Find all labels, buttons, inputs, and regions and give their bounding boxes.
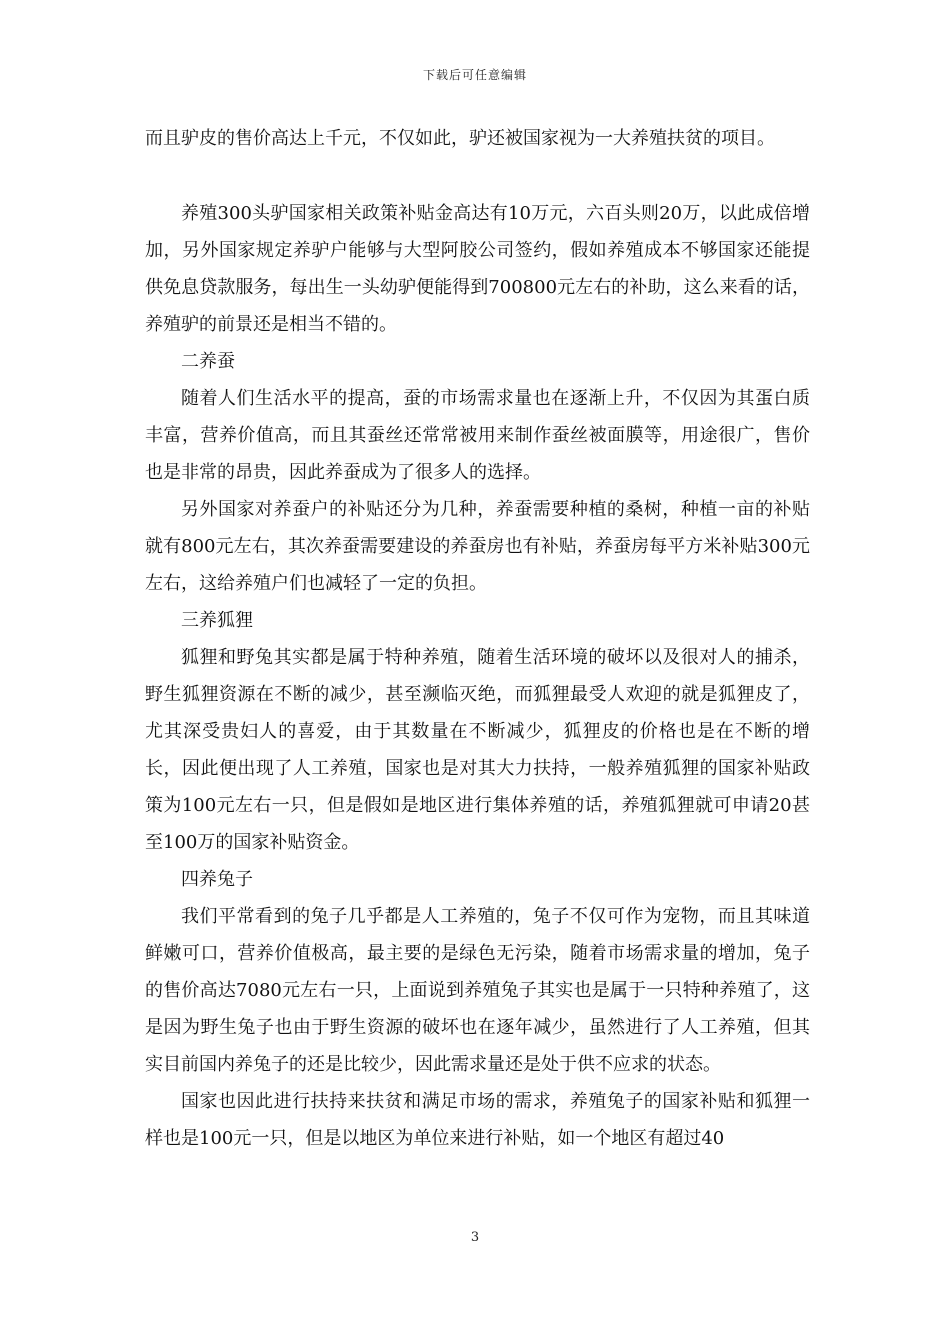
page-header: 下载后可任意编辑 (422, 68, 527, 82)
section-heading: 二养蚕 (181, 351, 235, 372)
paragraph-spacer (145, 157, 810, 195)
paragraph: 国家也因此进行扶持来扶贫和满足市场的需求，养殖兔子的国家补贴和狐狸一样也是100元一只，但是以地区为单位来进行补贴，如一个地区有超过40 (145, 1091, 810, 1149)
document-body (145, 120, 810, 1157)
page-number: 3 (470, 1230, 480, 1245)
section-heading: 三养狐狸 (181, 610, 253, 631)
paragraph: 养殖300头驴国家相关政策补贴金高达有10万元，六百头则20万，以此成倍增加，另外国家规定养驴户能够与大型阿胶公司签约，假如养殖成本不够国家还能提供免息贷款服务，每出生一头幼驴便能得到700800元左右的补助，这么来看的话，养殖驴的前景还是相当不错的。 (145, 203, 810, 335)
paragraph: 狐狸和野兔其实都是属于特种养殖，随着生活环境的破坏以及很对人的捕杀，野生狐狸资源在不断的减少，甚至濒临灭绝，而狐狸最受人欢迎的就是狐狸皮了，尤其深受贵妇人的喜爱，由于其数量在不断减少，狐狸皮的价格也是在不断的增长，因此便出现了人工养殖，国家也是对其大力扶持，一般养殖狐狸的国家补贴政策为100元左右一只，但是假如是地区进行集体养殖的话，养殖狐狸就可申请20甚至100万的国家补贴资金。 (145, 647, 810, 853)
paragraph: 另外国家对养蚕户的补贴还分为几种，养蚕需要种植的桑树，种植一亩的补贴就有800元左右，其次养蚕需要建设的养蚕房也有补贴，养蚕房每平方米补贴300元左右，这给养殖户们也减轻了一定的负担。 (145, 499, 810, 594)
paragraph: 随着人们生活水平的提高，蚕的市场需求量也在逐渐上升，不仅因为其蛋白质丰富，营养价值高，而且其蚕丝还常常被用来制作蚕丝被面膜等，用途很广，售价也是非常的昂贵，因此养蚕成为了很多人的选择。 (145, 388, 810, 483)
section-heading: 四养兔子 (181, 869, 253, 890)
paragraph: 我们平常看到的兔子几乎都是人工养殖的，兔子不仅可作为宠物，而且其味道鲜嫩可口，营养价值极高，最主要的是绿色无污染，随着市场需求量的增加，兔子的售价高达7080元左右一只，上面说到养殖兔子其实也是属于一只特种养殖了，这是因为野生兔子也由于野生资源的破坏也在逐年减少，虽然进行了人工养殖，但其实目前国内养兔子的还是比较少，因此需求量还是处于供不应求的状态。 (145, 906, 810, 1075)
paragraph: 而且驴皮的售价高达上千元，不仅如此，驴还被国家视为一大养殖扶贫的项目。 (145, 128, 775, 149)
